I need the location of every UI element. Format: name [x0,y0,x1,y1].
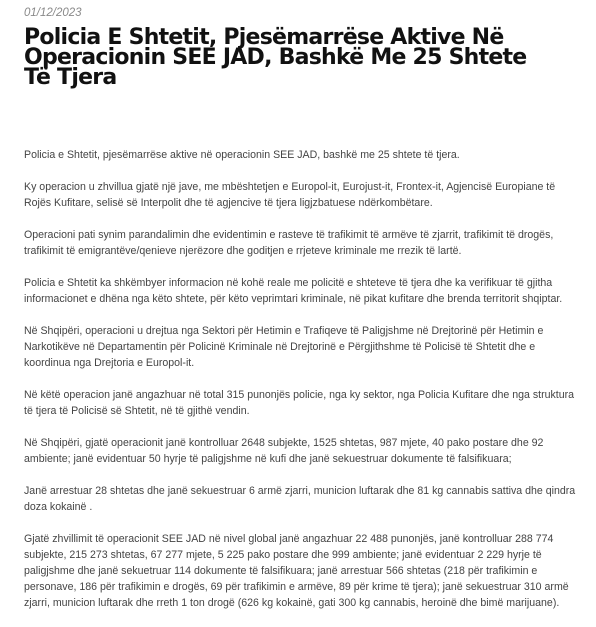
paragraph-line: Operacioni pati synim parandalimin dhe evidentimin e rasteve të trafikimit të armëve të zjarrit, trafikimit të drogës, [24,229,554,241]
paragraph-line: të tjera të Policisë së Shtetit, në të gjithë vendin. [24,405,250,417]
paragraph [24,275,592,307]
paragraph-line: Janë arrestuar 28 shtetas dhe janë sekuestruar 6 armë zjarri, municion luftarak dhe 81 kg cannabis sattiva dhe qindra [24,485,576,497]
paragraph [24,323,592,371]
article-title [24,25,592,90]
paragraph-line: subjekte, 215 273 shtetas, 67 277 mjete, 5 225 pako postare dhe 999 ambiente; janë evidentuar 2 229 hyrje të [24,549,542,561]
paragraph-line: Në Shqipëri, operacioni u drejtua nga Sektori për Hetimin e Trafiqeve të Paligjshme në Drejtorinë për Hetimin e [24,325,544,337]
paragraph-line: Policia e Shtetit, pjesëmarrëse aktive në operacionin SEE JAD, bashkë me 25 shtete të tjera. [24,149,460,161]
paragraph [24,179,592,211]
paragraph-line: personave, 186 për trafikimin e drogës, 69 për trafikimin e armëve, 89 për krime të tjera); janë sekuestruar 310 armë [24,581,569,593]
paragraph-line: doza kokainë . [24,501,93,513]
paragraph-line: Në Shqipëri, gjatë operacionit janë kontrolluar 2648 subjekte, 1525 shtetas, 987 mjete, 40 pako postare dhe 92 [24,437,544,449]
paragraph [24,531,592,611]
article-title-line: Të Tjera [24,65,117,90]
paragraph-line: zjarri, municion luftarak dhe rreth 1 ton drogë (626 kg kokainë, gati 300 kg cannabis, heroinë dhe bimë marijuane). [24,597,560,609]
paragraph-line: trafikimit të emigrantëve/qenieve njerëzore dhe goditjen e rrjeteve kriminale me rrezik të lartë. [24,245,462,257]
paragraph-line: ambiente; janë evidentuar 50 hyrje të paligjshme në kufi dhe janë sekuestruar dokumente të falsifikuara; [24,453,512,465]
paragraph [24,227,592,259]
paragraph-line: Në këtë operacion janë angazhuar në total 315 punonjës policie, nga ky sektor, nga Policia Kufitare dhe nga struktura [24,389,575,401]
article [24,0,592,627]
paragraph-line: Rojës Kufitare, selisë së Interpolit dhe të agjencive të tjera ligjzbatuese ndërkombëtare. [24,197,433,209]
paragraph-line: informacionet e dhëna nga këto shtete, për këto veprimtari kriminale, në pikat kufitare dhe brenda territorit shqiptar. [24,293,563,305]
paragraph-line: Narkotikëve në Departamentin për Policinë Kriminale në Drejtorinë e Përgjithshme të Policisë të Shtetit dhe e [24,341,536,353]
article-title-line: Policia E Shtetit, Pjesëmarrëse Aktive Në [24,25,504,50]
paragraph-line: koordinua nga Drejtoria e Europol-it. [24,357,195,369]
article-title-line: Operacionin SEE JAD, Bashkë Me 25 Shtete [24,45,527,70]
paragraph-line: Policia e Shtetit ka shkëmbyer informacion në kohë reale me policitë e shteteve të tjera dhe ka verifikuar të gjitha [24,277,553,289]
article-date: 01/12/2023 [24,7,82,19]
paragraph-line: Gjatë zhvillimit të operacionit SEE JAD në nivel global janë angazhuar 22 488 punonjës, janë kontrolluar 288 774 [24,533,554,545]
paragraph-line: Ky operacion u zhvillua gjatë një jave, me mbështetjen e Europol-it, Eurojust-it, Frontex-it, Agjencisë Europiane të [24,181,556,193]
article-body [24,147,592,611]
paragraph [24,387,592,419]
paragraph [24,435,592,467]
paragraph [24,147,592,163]
paragraph [24,483,592,515]
paragraph-line: paligjshme dhe janë sekuetruar 114 dokumente të falsifikuara; janë arrestuar 566 shtetas (218 për trafikimin e [24,565,538,577]
